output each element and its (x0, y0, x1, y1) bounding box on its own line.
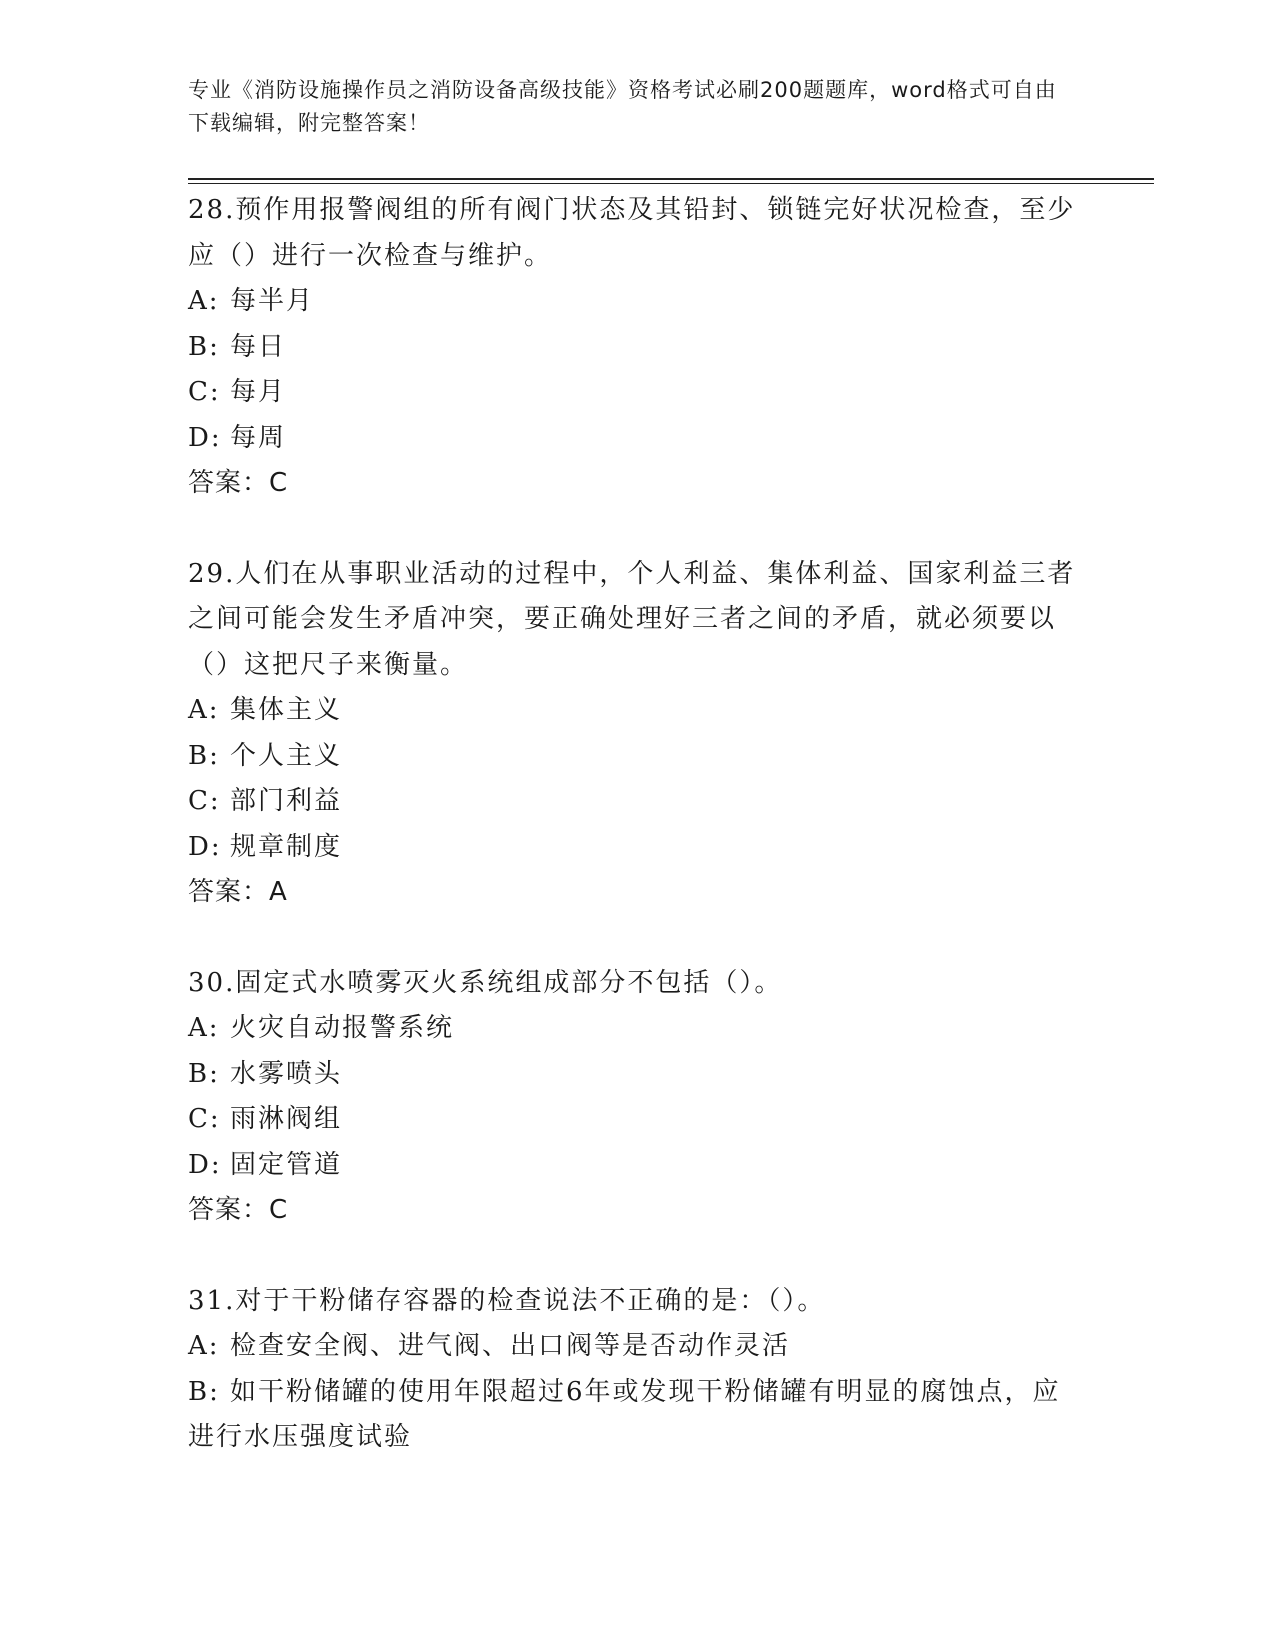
option-text: 检查安全阀、进气阀、出口阀等是否动作灵活 (230, 1331, 791, 1361)
option-letter: B: (188, 1058, 220, 1089)
option-text: 个人主义 (230, 740, 343, 771)
option-letter: D: (188, 831, 222, 862)
question-spacer (188, 1234, 1088, 1279)
answer-line: 答案：C (188, 468, 289, 498)
option-text: 每日 (230, 331, 287, 362)
option-a (188, 688, 1088, 734)
option-b (188, 1052, 1088, 1098)
question-spacer (188, 916, 1088, 961)
document-header: 专业《消防设施操作员之消防设备高级技能》资格考试必刷200题题库，word格式可自由下载编辑，附完整答案！ (188, 78, 1057, 135)
header-divider (188, 178, 1154, 180)
option-letter: B: (188, 740, 220, 771)
option-a (188, 279, 1088, 325)
question-stem: 28.预作用报警阀组的所有阀门状态及其铅封、锁链完好状况检查，至少应（）进行一次检查与维护。 (188, 195, 1076, 271)
option-d (188, 825, 1088, 871)
option-text: 固定管道 (230, 1149, 343, 1180)
question-30 (188, 961, 1088, 1234)
option-text: 规章制度 (230, 831, 343, 862)
option-letter: A: (188, 1331, 220, 1361)
option-c (188, 370, 1088, 416)
option-letter: D: (188, 422, 222, 453)
question-31 (188, 1279, 1088, 1461)
option-a (188, 1006, 1088, 1052)
option-text: 雨淋阀组 (230, 1104, 343, 1134)
option-text: 每周 (230, 422, 287, 453)
question-spacer (188, 507, 1088, 552)
option-letter: C: (188, 377, 221, 407)
option-letter: A: (188, 286, 220, 316)
option-d (188, 416, 1088, 462)
question-stem: 30.固定式水喷雾灭火系统组成部分不包括（）。 (188, 967, 783, 998)
option-text: 每月 (230, 377, 287, 407)
option-text: 火灾自动报警系统 (230, 1013, 455, 1043)
question-stem: 31.对于干粉储存容器的检查说法不正确的是：（）。 (188, 1285, 826, 1316)
option-letter: B: (188, 1376, 220, 1407)
option-letter: B: (188, 331, 220, 362)
option-letter: D: (188, 1149, 222, 1180)
option-b (188, 1370, 1088, 1461)
question-stem: 29.人们在从事职业活动的过程中，个人利益、集体利益、国家利益三者之间可能会发生矛盾冲突，要正确处理好三者之间的矛盾，就必须要以（）这把尺子来衡量。 (188, 558, 1076, 680)
option-letter: C: (188, 1104, 221, 1134)
option-text: 集体主义 (230, 695, 343, 725)
option-a (188, 1324, 1088, 1370)
question-list (188, 188, 1088, 1461)
option-letter: C: (188, 786, 221, 816)
question-28 (188, 188, 1088, 507)
option-c (188, 1097, 1088, 1143)
question-29 (188, 552, 1088, 916)
option-b (188, 325, 1088, 371)
option-letter: A: (188, 1013, 220, 1043)
option-c (188, 779, 1088, 825)
option-letter: A: (188, 695, 220, 725)
answer-line: 答案：C (188, 1195, 289, 1225)
option-text: 部门利益 (230, 786, 343, 816)
header-divider-thin (188, 183, 1154, 184)
option-d (188, 1143, 1088, 1189)
option-text: 如干粉储罐的使用年限超过6年或发现干粉储罐有明显的腐蚀点，应进行水压强度试验 (188, 1376, 1061, 1452)
option-text: 水雾喷头 (230, 1058, 343, 1089)
option-text: 每半月 (230, 286, 315, 316)
answer-line: 答案：A (188, 877, 288, 907)
option-b (188, 734, 1088, 780)
